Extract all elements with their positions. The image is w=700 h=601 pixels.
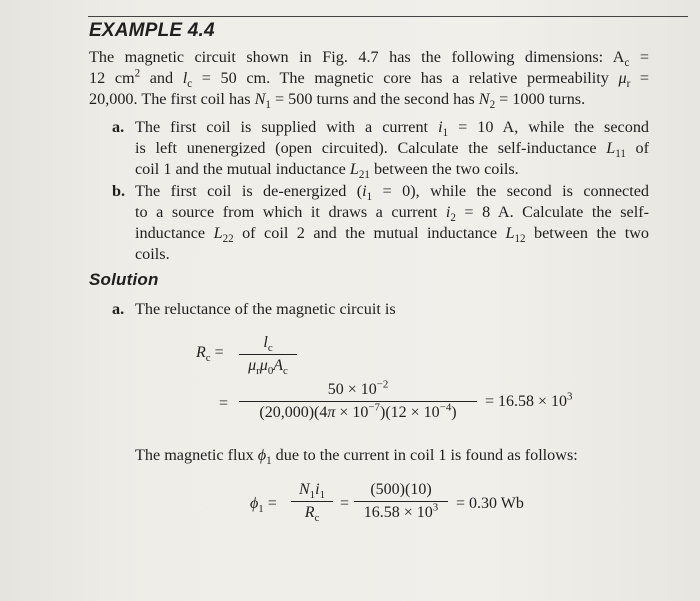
- top-rule: [88, 16, 688, 17]
- text-line: inductance $L_{22}$ of coil 2 and the mutual inductance $L_{12}$ between the two: [135, 224, 649, 246]
- reluctance-result: = $16.58 \times 10^3$: [485, 390, 573, 410]
- solution-heading: Solution: [89, 270, 159, 289]
- reluctance-numeric-fraction: [239, 378, 477, 422]
- text-line: coils.: [135, 245, 170, 263]
- fraction-numerator: $l_c$: [263, 334, 273, 355]
- text-line: is left unenergized (open circuited). Calculate the self-inductance $L_{11}$ of: [135, 139, 649, 161]
- example-title: EXAMPLE 4.4: [89, 20, 215, 41]
- fraction-denominator: $\mu_r\mu_0A_c$: [239, 354, 297, 375]
- fraction-numerator: $N_1i_1$: [299, 481, 325, 502]
- solution-item-label: a.: [112, 300, 125, 318]
- text-line: to a source from which it draws a current $i_2 = 8$ A. Calculate the self-: [135, 203, 649, 225]
- flux-result: = 0.30 Wb: [456, 495, 524, 512]
- flux-numeric-fraction: [354, 481, 448, 522]
- reluctance-lhs: $R_c$ =: [196, 344, 224, 365]
- reluctance-fraction: [239, 334, 297, 378]
- fraction-denominator: $R_c$: [291, 501, 333, 522]
- text-line: coil 1 and the mutual inductance $L_{21}$ between the two coils.: [135, 160, 519, 182]
- item-label: b.: [112, 182, 126, 200]
- text-line: 12 $cm^2$ and $l_c = 50$ cm. The magnetic core has a relative permeability $\mu_r$ =: [89, 67, 650, 91]
- fraction-denominator: $16.58 \times 10^3$: [354, 501, 448, 522]
- fraction-numerator: (500)(10): [370, 481, 432, 498]
- flux-text: The magnetic flux $\phi_1$ due to the current in coil 1 is found as follows:: [135, 446, 578, 468]
- problem-statement: [89, 47, 649, 110]
- text-line: The first coil is supplied with a current $i_1 = 10$ A, while the second: [135, 118, 650, 140]
- item-a-text: [135, 117, 649, 180]
- equals-sign: =: [340, 495, 350, 512]
- flux-lhs: $\phi_1$ =: [250, 495, 277, 516]
- text-line: The first coil is de-energized $(i_1 = 0)$, while the second is connected: [135, 182, 649, 204]
- text-line: 20,000. The first coil has $N_1 = 500$ turns and the second has $N_2 = 1000$ turns.: [89, 90, 586, 112]
- flux-symbolic-fraction: [291, 481, 333, 525]
- solution-a-text: The reluctance of the magnetic circuit is: [135, 300, 396, 318]
- item-label: a.: [112, 118, 125, 136]
- item-b-text: [135, 181, 649, 265]
- text-line: The magnetic circuit shown in Fig. 4.7 has the following dimensions: $A_c$ =: [89, 48, 649, 70]
- fraction-denominator: $(20,000)(4\pi \times 10^{-7})(12 \times 10^{-4})$: [239, 401, 477, 422]
- equals-sign: =: [219, 395, 229, 412]
- fraction-numerator: $50 \times 10^{-2}$: [327, 378, 389, 398]
